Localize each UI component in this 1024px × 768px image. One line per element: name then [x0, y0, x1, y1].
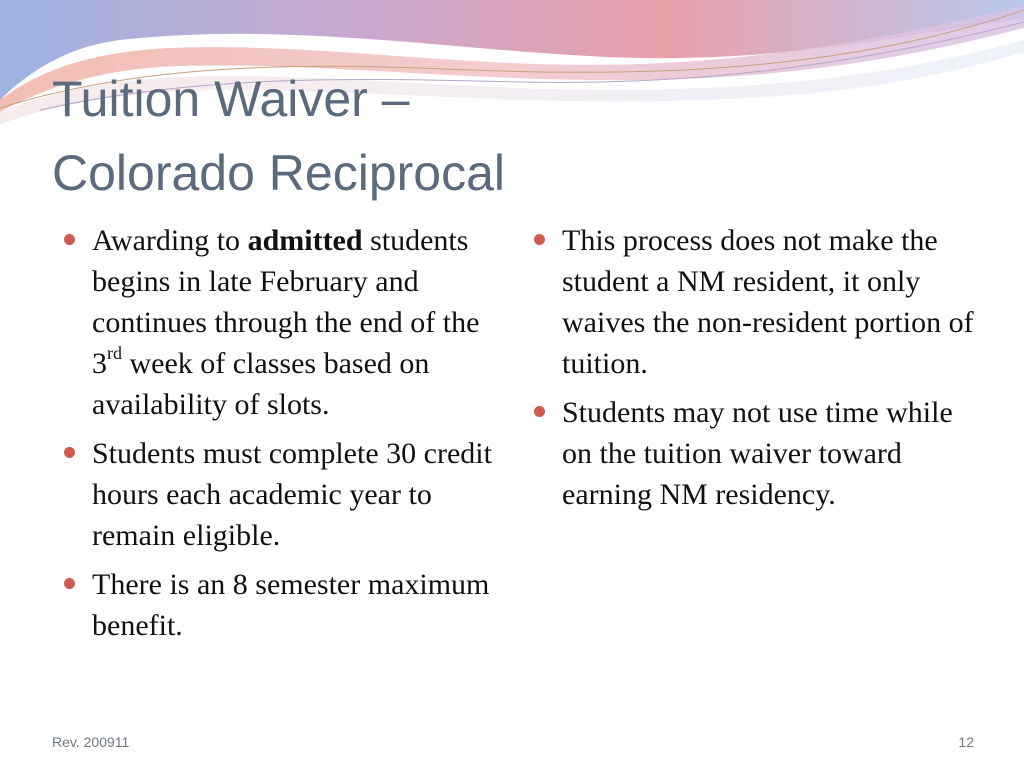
bullet-text: Students must complete 30 credit hours each academic year to remain eligible. [92, 437, 492, 552]
bullet-text-part: students begins in late February and continues through the end of the 3 [92, 224, 480, 380]
bullet-dot-icon [534, 406, 545, 417]
bullet-item [64, 433, 504, 556]
bullet-item [534, 220, 974, 384]
footer-revision: Rev. 200911 [52, 734, 130, 750]
bullet-dot-icon [534, 234, 545, 245]
bullet-text-part: week of classes based on availability of slots. [92, 347, 430, 421]
bullet-item [534, 392, 974, 515]
bullet-text: This process does not make the student a NM resident, it only waives the non-resident portion of tuition. [562, 224, 974, 380]
bullet-text-part: Awarding to [92, 224, 248, 257]
slide-title [52, 62, 952, 210]
page-number: 12 [958, 734, 974, 750]
bullet-item [64, 220, 504, 425]
bullet-superscript: rd [107, 343, 122, 363]
right-column [534, 220, 974, 523]
right-bullet-list [534, 220, 974, 515]
bullet-text: There is an 8 semester maximum benefit. [92, 568, 490, 642]
slide-title-line-1: Tuition Waiver – [52, 71, 410, 127]
bullet-dot-icon [64, 447, 75, 458]
slide-title-line-2: Colorado Reciprocal [52, 145, 506, 201]
bullet-item [64, 564, 504, 646]
left-column [64, 220, 504, 654]
bullet-text: Students may not use time while on the tuition waiver toward earning NM residency. [562, 396, 953, 511]
bullet-dot-icon [64, 578, 75, 589]
bullet-dot-icon [64, 234, 75, 245]
left-bullet-list [64, 220, 504, 646]
bullet-bold-text: admitted [247, 224, 363, 257]
